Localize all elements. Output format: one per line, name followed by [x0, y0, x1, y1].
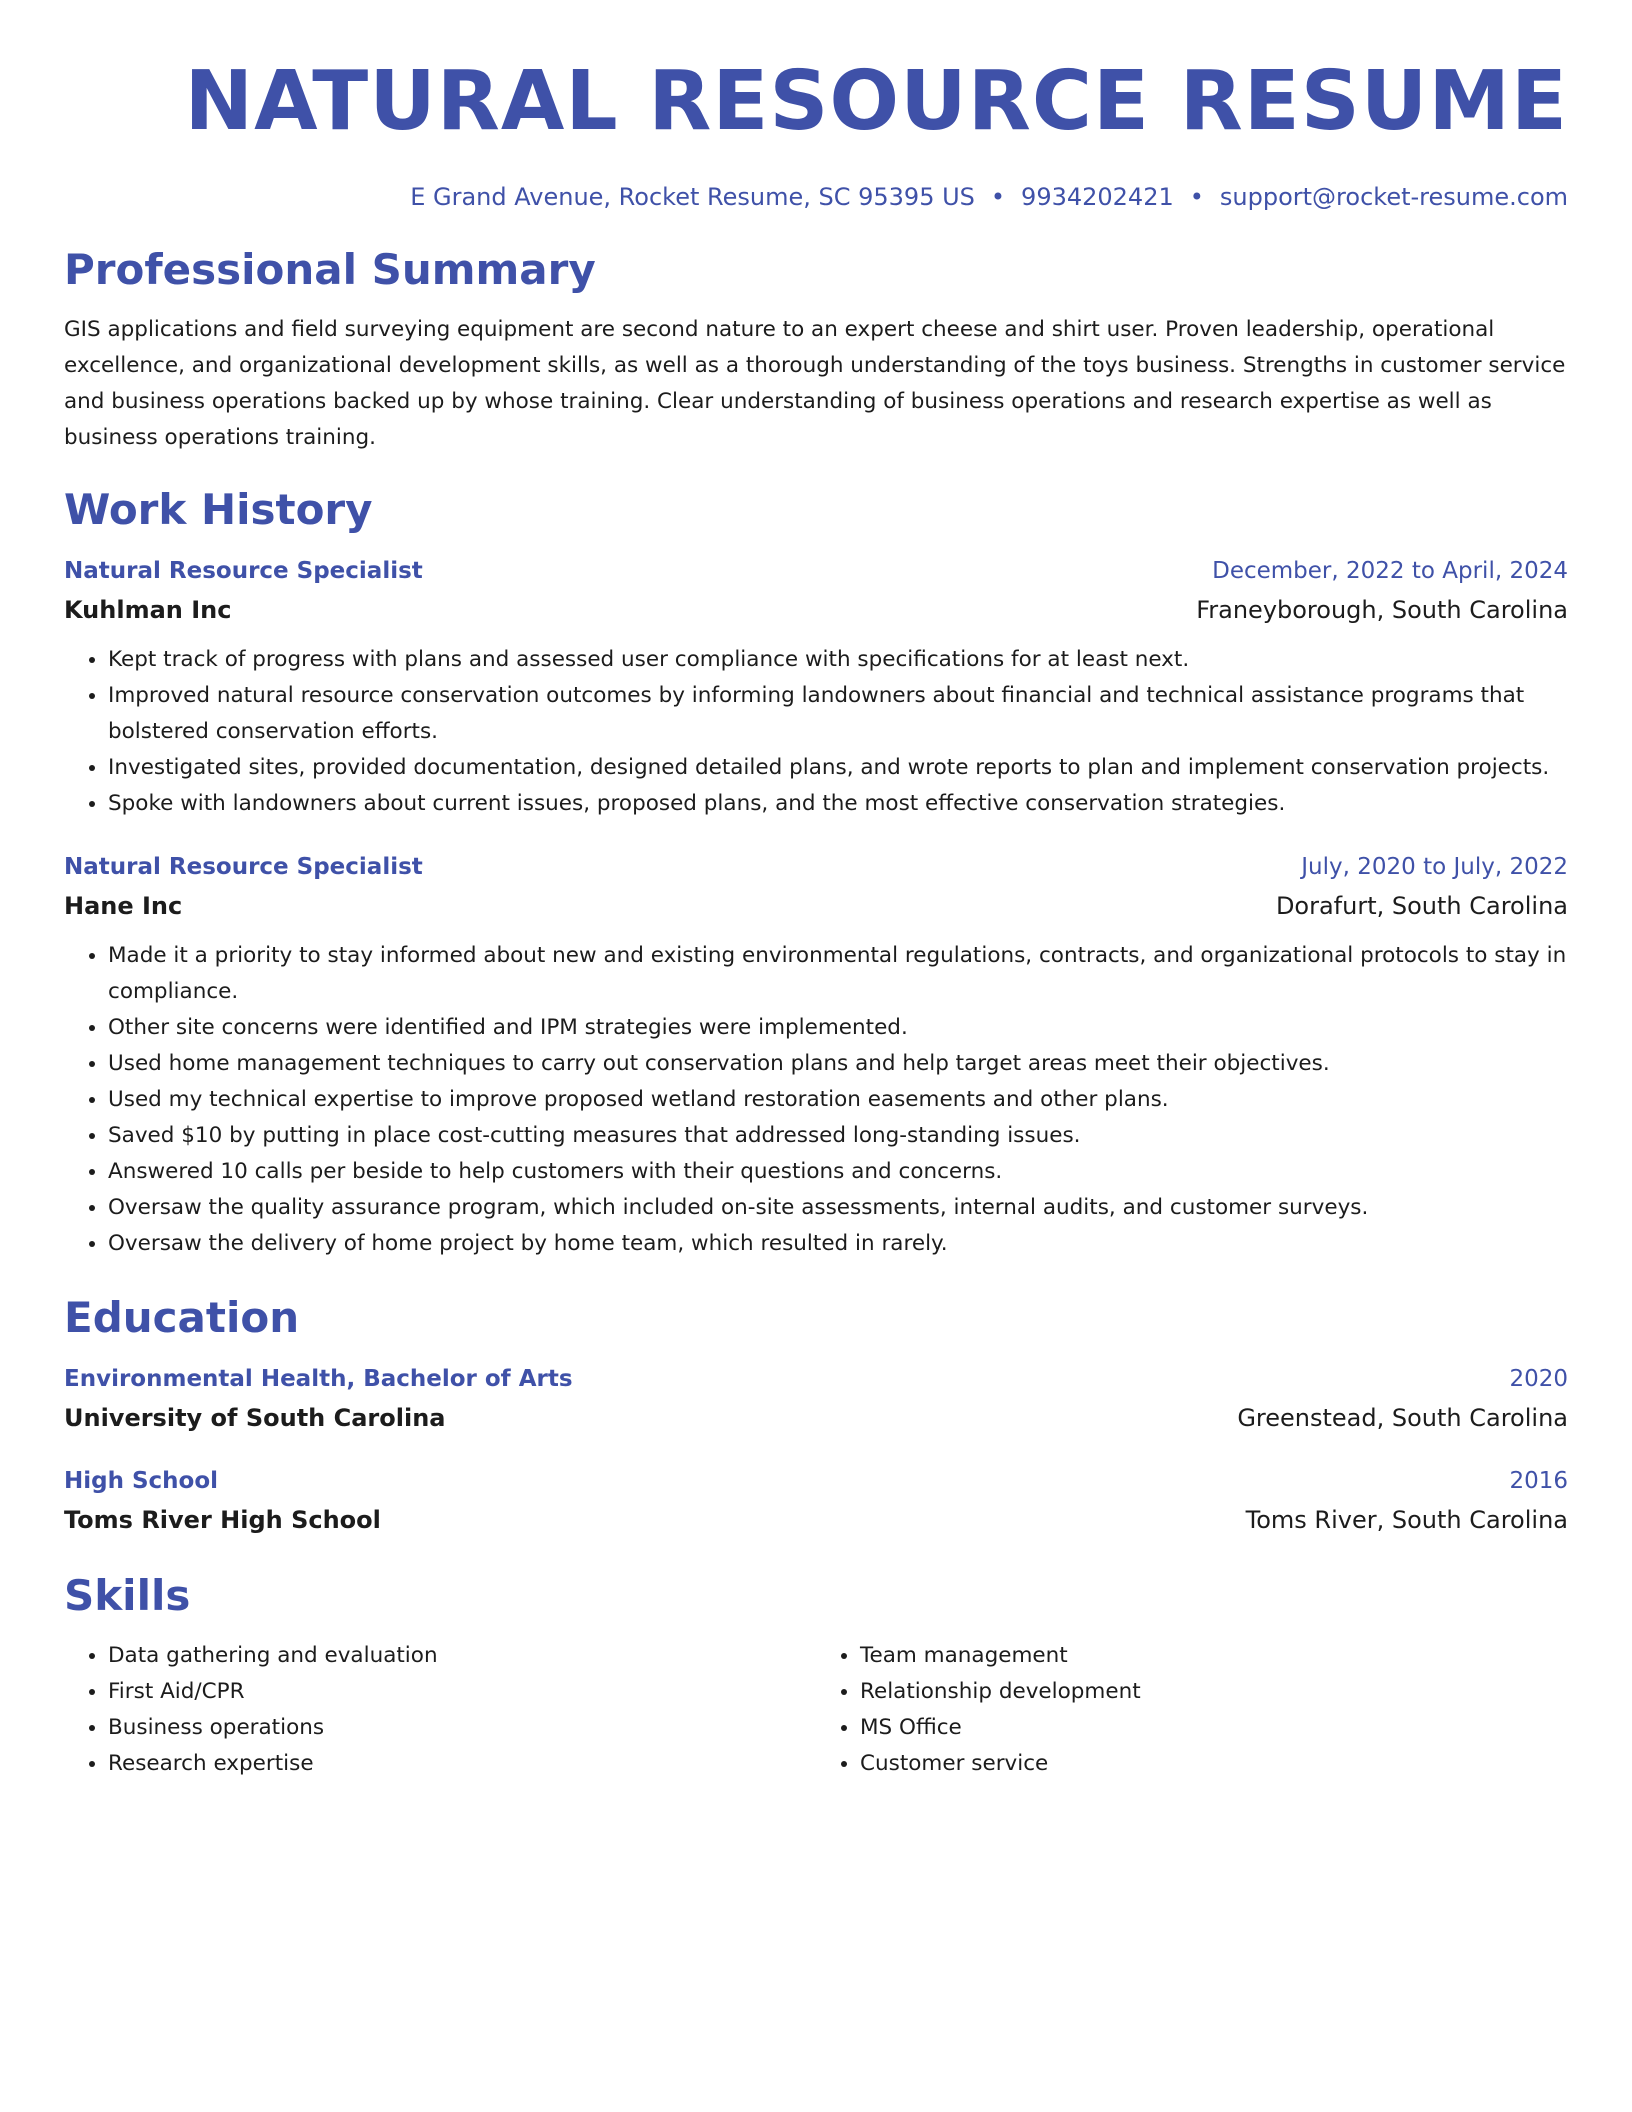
skill-item: • First Aid/CPR	[108, 1674, 816, 1710]
job-title-row	[64, 848, 1568, 886]
job-dates: December, 2022 to April, 2024	[1212, 558, 1568, 584]
job-title-row	[64, 552, 1568, 590]
resume-header	[64, 52, 1568, 214]
education-degree-row	[64, 1360, 1568, 1398]
skill-item: • MS Office	[860, 1710, 1568, 1746]
education-entry	[64, 1360, 1568, 1438]
resume-name: NATURAL RESOURCE RESUME	[184, 54, 1568, 149]
job-bullet: • Used home management techniques to carry out conservation plans and help target areas meet their objectives.	[108, 1046, 1568, 1082]
education-school: Toms River High School	[64, 1506, 381, 1534]
skills-list	[64, 1638, 1568, 1782]
skills-column-right	[816, 1638, 1568, 1782]
job-dates: July, 2020 to July, 2022	[1301, 854, 1568, 880]
skill-item: • Business operations	[108, 1710, 816, 1746]
job-bullet: • Oversaw the quality assurance program, which included on-site assessments, internal audits, and customer surveys.	[108, 1190, 1568, 1226]
education-entry	[64, 1462, 1568, 1540]
job-location: Franeyborough, South Carolina	[1196, 596, 1568, 624]
contact-address: E Grand Avenue, Rocket Resume, SC 95395 US	[410, 183, 975, 211]
job-company-row	[64, 590, 1568, 630]
skill-item: • Customer service	[860, 1746, 1568, 1782]
job-role: Natural Resource Specialist	[64, 854, 423, 880]
job-bullet: • Improved natural resource conservation outcomes by informing landowners about financial and technical assistance programs that bolstered conservation efforts.	[108, 678, 1568, 750]
skill-item: • Research expertise	[108, 1746, 816, 1782]
job-bullet: • Answered 10 calls per beside to help customers with their questions and concerns.	[108, 1154, 1568, 1190]
education-degree: High School	[64, 1468, 219, 1494]
education-school-row	[64, 1500, 1568, 1540]
skills-heading: Skills	[64, 1571, 191, 1620]
job-bullets	[64, 642, 1568, 822]
summary-text: GIS applications and field surveying equipment are second nature to an expert cheese and shirt user. Proven leadership, operational excellence, and organizational development skills, as well as a thorough understanding of the toys business. Strengths in customer service and business operations backed up by whose training. Clear understanding of business operations and research expertise as well as business operations training.	[64, 317, 1566, 450]
job-bullets	[64, 938, 1568, 1262]
job-company: Hane Inc	[64, 892, 183, 920]
education-school: University of South Carolina	[64, 1404, 446, 1432]
education-location: Greenstead, South Carolina	[1237, 1404, 1568, 1432]
education-year: 2020	[1509, 1366, 1568, 1392]
education-degree: Environmental Health, Bachelor of Arts	[64, 1366, 573, 1392]
education-location: Toms River, South Carolina	[1245, 1506, 1568, 1534]
education-school-row	[64, 1398, 1568, 1438]
job-role: Natural Resource Specialist	[64, 558, 423, 584]
job-bullet: • Kept track of progress with plans and assessed user compliance with specifications for at least next.	[108, 642, 1568, 678]
education-degree-row	[64, 1462, 1568, 1500]
job-bullet: • Oversaw the delivery of home project by home team, which resulted in rarely.	[108, 1226, 1568, 1262]
contact-separator: •	[1189, 183, 1204, 211]
skills-column-left	[64, 1638, 816, 1782]
job-location: Dorafurt, South Carolina	[1275, 892, 1568, 920]
job-bullet: • Saved $10 by putting in place cost-cutting measures that addressed long-standing issues.	[108, 1118, 1568, 1154]
job-company-row	[64, 886, 1568, 926]
summary-heading: Professional Summary	[64, 245, 596, 294]
work-history-heading: Work History	[64, 485, 373, 534]
contact-line	[64, 180, 1568, 214]
job-company: Kuhlman Inc	[64, 596, 232, 624]
job-entry	[64, 552, 1568, 822]
contact-email: support@rocket-resume.com	[1219, 183, 1568, 211]
skill-item: • Relationship development	[860, 1674, 1568, 1710]
job-bullet: • Spoke with landowners about current issues, proposed plans, and the most effective conservation strategies.	[108, 786, 1568, 822]
job-bullet: • Used my technical expertise to improve proposed wetland restoration easements and other plans.	[108, 1082, 1568, 1118]
education-heading: Education	[64, 1293, 300, 1342]
job-bullet: • Other site concerns were identified and IPM strategies were implemented.	[108, 1010, 1568, 1046]
contact-phone: 9934202421	[1021, 183, 1174, 211]
contact-separator: •	[990, 183, 1006, 211]
skill-item: • Team management	[860, 1638, 1568, 1674]
education-year: 2016	[1509, 1468, 1568, 1494]
skill-item: • Data gathering and evaluation	[108, 1638, 816, 1674]
job-bullet: • Investigated sites, provided documentation, designed detailed plans, and wrote reports to plan and implement conservation projects.	[108, 750, 1568, 786]
job-entry	[64, 848, 1568, 1262]
job-bullet: • Made it a priority to stay informed about new and existing environmental regulations, contracts, and organizational protocols to stay in compliance.	[108, 938, 1568, 1010]
